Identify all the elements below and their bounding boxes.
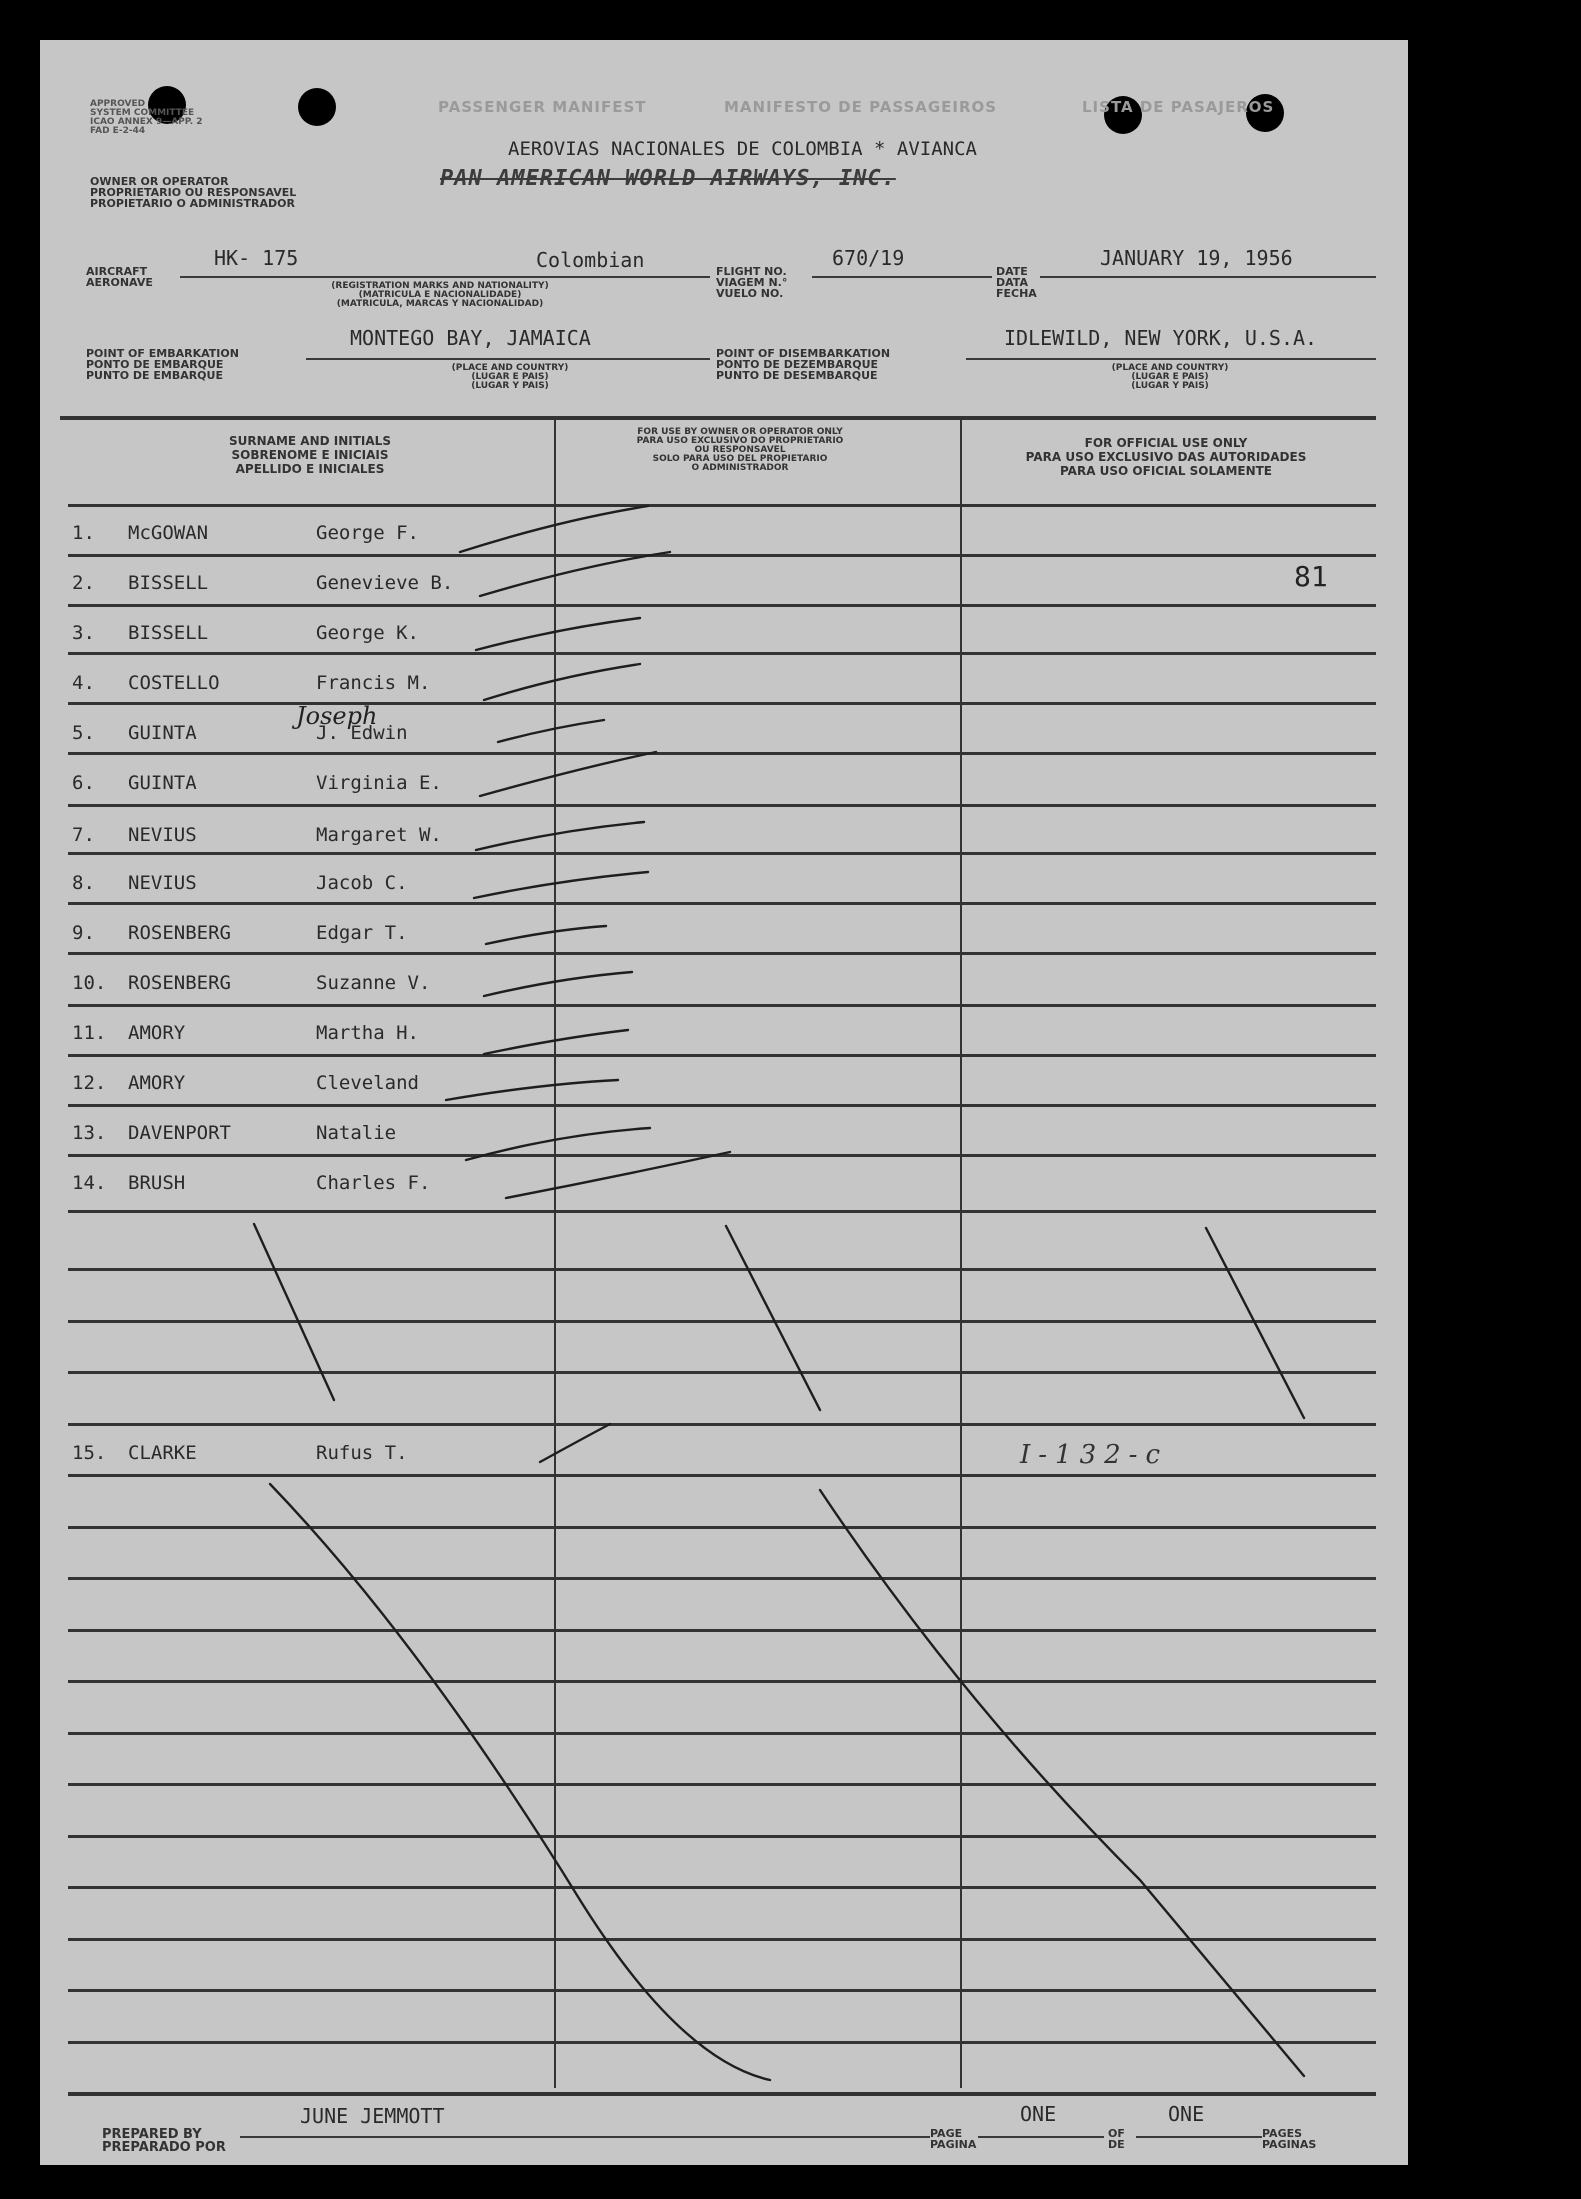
form-ref-line: ICAO ANNEX 9—APP. 2	[90, 117, 203, 127]
passenger-number: 12.	[72, 1072, 107, 1094]
disembark-label-es: PUNTO DE DESEMBARQUE	[716, 369, 878, 382]
caption-line: (REGISTRATION MARKS AND NATIONALITY)	[331, 281, 549, 291]
check-mark	[486, 926, 606, 944]
col-header-line: APELLIDO E INICIALES	[235, 462, 385, 476]
col-header-line: SURNAME AND INITIALS	[229, 434, 391, 448]
passenger-surname: NEVIUS	[128, 872, 197, 894]
passenger-surname: ROSENBERG	[128, 972, 231, 994]
registration: HK- 175	[214, 246, 299, 270]
passenger-number: 14.	[72, 1172, 107, 1194]
strike-line	[1206, 1228, 1304, 1418]
prepared-label-en: PREPARED BY	[102, 2127, 202, 2142]
passenger-surname: AMORY	[128, 1022, 186, 1044]
operator-name: AEROVIAS NACIONALES DE COLOMBIA * AVIANCA	[508, 138, 977, 160]
strike-line	[270, 1484, 770, 2080]
passenger-surname: GUINTA	[128, 772, 197, 794]
col-header-line: SOLO PARA USO DEL PROPIETARIO	[652, 454, 828, 464]
passenger-given-name: Genevieve B.	[316, 572, 454, 594]
date-label-en: DATE	[996, 265, 1028, 278]
flight-date: JANUARY 19, 1956	[1100, 246, 1293, 270]
passenger-surname: BISSELL	[128, 622, 209, 644]
check-mark	[484, 664, 640, 700]
owner-label-es: PROPIETARIO O ADMINISTRADOR	[90, 197, 295, 210]
passenger-given-name: George K.	[316, 622, 419, 644]
passenger-given-name: Natalie	[316, 1122, 397, 1144]
caption-line: (MATRICULA, MARCAS Y NACIONALIDAD)	[336, 299, 544, 309]
page-label-en: PAGE	[930, 2127, 963, 2140]
passenger-given-name: Francis M.	[316, 672, 431, 694]
passenger-given-name: George F.	[316, 522, 419, 544]
passenger-given-name: Charles F.	[316, 1172, 431, 1194]
col-header-line: PARA USO OFICIAL SOLAMENTE	[1059, 464, 1273, 478]
nationality: Colombian	[536, 248, 645, 272]
check-mark	[480, 752, 656, 796]
rule	[978, 2136, 1104, 2138]
prepared-label	[102, 2128, 226, 2154]
passenger-surname: BISSELL	[128, 572, 209, 594]
flight-number: 670/19	[832, 246, 905, 270]
check-mark	[506, 1152, 730, 1198]
title-spanish: LISTA DE PASAJEROS	[1082, 98, 1275, 116]
passenger-number: 9.	[72, 922, 95, 944]
title-english: PASSENGER MANIFEST	[438, 98, 647, 116]
flight-label-pt: VIAGEM N.°	[716, 276, 788, 289]
strike-line	[254, 1224, 334, 1400]
official-number: 81	[1294, 560, 1328, 593]
pages-label-pt: PAGINAS	[1262, 2138, 1317, 2151]
check-mark	[476, 618, 640, 650]
owner-label-pt: PROPRIETARIO OU RESPONSAVEL	[90, 186, 297, 199]
passenger-surname: McGOWAN	[128, 522, 209, 544]
passenger-number: 6.	[72, 772, 95, 794]
check-mark	[480, 552, 670, 596]
date-label-pt: DATA	[996, 276, 1028, 289]
caption-line: (PLACE AND COUNTRY)	[1111, 363, 1229, 373]
check-mark	[466, 1128, 650, 1160]
caption-line: (LUGAR E PAIS)	[471, 372, 549, 382]
passenger-surname: COSTELLO	[128, 672, 220, 694]
passenger-given-name: Martha H.	[316, 1022, 419, 1044]
col-header-line: PARA USO EXCLUSIVO DO PROPRIETARIO	[636, 436, 844, 446]
passenger-given-name: Edgar T.	[316, 922, 408, 944]
passenger-given-name: Jacob C.	[316, 872, 408, 894]
passenger-number: 10.	[72, 972, 107, 994]
embark-label-es: PUNTO DE EMBARQUE	[86, 369, 223, 382]
of-label	[1108, 2128, 1125, 2150]
passenger-surname: AMORY	[128, 1072, 186, 1094]
passenger-surname: NEVIUS	[128, 824, 197, 846]
flight-label-es: VUELO NO.	[716, 287, 784, 300]
flight-label-en: FLIGHT NO.	[716, 265, 787, 278]
passenger-given-name: J. Edwin	[316, 722, 408, 744]
passenger-surname: CLARKE	[128, 1442, 197, 1464]
owner-label-en: OWNER OR OPERATOR	[90, 175, 229, 188]
passenger-number: 2.	[72, 572, 95, 594]
rule	[1136, 2136, 1262, 2138]
col-header-line: O ADMINISTRADOR	[691, 463, 789, 473]
caption-line: (MATRICULA E NACIONALIDADE)	[358, 290, 522, 300]
passenger-number: 11.	[72, 1022, 107, 1044]
passenger-given-name: Cleveland	[316, 1072, 419, 1094]
caption-line: (LUGAR E PAIS)	[1131, 372, 1209, 382]
form-ref-line: FAD E-2-44	[90, 126, 146, 136]
caption-line: (PLACE AND COUNTRY)	[451, 363, 569, 373]
aircraft-label-pt: AERONAVE	[86, 276, 153, 289]
passenger-surname: DAVENPORT	[128, 1122, 231, 1144]
form-ref-line: APPROVED	[90, 99, 146, 109]
col-header-line: SOBRENOME E INICIAIS	[231, 448, 389, 462]
title-portuguese: MANIFESTO DE PASSAGEIROS	[724, 98, 998, 116]
caption-line: (LUGAR Y PAIS)	[1131, 381, 1209, 391]
check-mark	[474, 872, 648, 898]
col-header-line: FOR OFFICIAL USE ONLY	[1084, 436, 1248, 450]
prepared-by: JUNE JEMMOTT	[300, 2104, 445, 2128]
disembark-label-en: POINT OF DISEMBARKATION	[716, 347, 891, 360]
passenger-given-name: Rufus T.	[316, 1442, 408, 1464]
pages-label	[1262, 2128, 1316, 2150]
passenger-number: 7.	[72, 824, 95, 846]
footer-rule	[68, 2092, 1376, 2096]
col-header-line: FOR USE BY OWNER OR OPERATOR ONLY	[637, 427, 843, 437]
passenger-number: 5.	[72, 722, 95, 744]
caption-line: (LUGAR Y PAIS)	[471, 381, 549, 391]
form-ref-line: SYSTEM COMMITTEE	[90, 108, 195, 118]
passenger-number: 3.	[72, 622, 95, 644]
check-mark	[498, 720, 604, 742]
disembarkation-place: IDLEWILD, NEW YORK, U.S.A.	[1004, 326, 1318, 350]
embarkation-place: MONTEGO BAY, JAMAICA	[350, 326, 591, 350]
prepared-label-es: PREPARADO POR	[102, 2140, 226, 2155]
passenger-surname: ROSENBERG	[128, 922, 231, 944]
pages-label-en: PAGES	[1262, 2127, 1303, 2140]
col-header-line: PARA USO EXCLUSIVO DAS AUTORIDADES	[1025, 450, 1307, 464]
of-label-pt: DE	[1108, 2138, 1125, 2151]
handwritten-correction: Joseph	[296, 702, 378, 730]
passenger-number: 1.	[72, 522, 95, 544]
page-number: ONE	[1020, 2102, 1057, 2126]
col-header-line: OU RESPONSAVEL	[694, 445, 786, 455]
passenger-given-name: Suzanne V.	[316, 972, 431, 994]
aircraft-label-en: AIRCRAFT	[86, 265, 148, 278]
check-mark	[484, 972, 632, 996]
page-label-pt: PAGINA	[930, 2138, 977, 2151]
passenger-given-name: Virginia E.	[316, 772, 442, 794]
check-mark	[540, 1424, 610, 1462]
passenger-number: 13.	[72, 1122, 107, 1144]
passenger-number: 8.	[72, 872, 95, 894]
check-mark	[476, 822, 644, 850]
passenger-surname: BRUSH	[128, 1172, 186, 1194]
total-pages: ONE	[1168, 2102, 1205, 2126]
disembark-label-pt: PONTO DE DEZEMBARQUE	[716, 358, 879, 371]
handwritten-code: I-132-c	[1020, 1440, 1169, 1470]
passenger-given-name: Margaret W.	[316, 824, 442, 846]
embark-label-en: POINT OF EMBARKATION	[86, 347, 239, 360]
embark-label-pt: PONTO DE EMBARQUE	[86, 358, 224, 371]
passenger-surname: GUINTA	[128, 722, 197, 744]
of-label-en: OF	[1108, 2127, 1125, 2140]
page-label	[930, 2128, 976, 2150]
rule	[240, 2136, 930, 2138]
passenger-number: 15.	[72, 1442, 107, 1464]
strike-line	[820, 1490, 1304, 2076]
passenger-number: 4.	[72, 672, 95, 694]
operator-struck: PAN AMERICAN WORLD AIRWAYS, INC.	[440, 166, 896, 191]
strike-line	[726, 1226, 820, 1410]
check-mark	[446, 1080, 618, 1100]
check-mark	[484, 1030, 628, 1054]
check-mark	[460, 506, 648, 552]
date-label-es: FECHA	[996, 287, 1037, 300]
